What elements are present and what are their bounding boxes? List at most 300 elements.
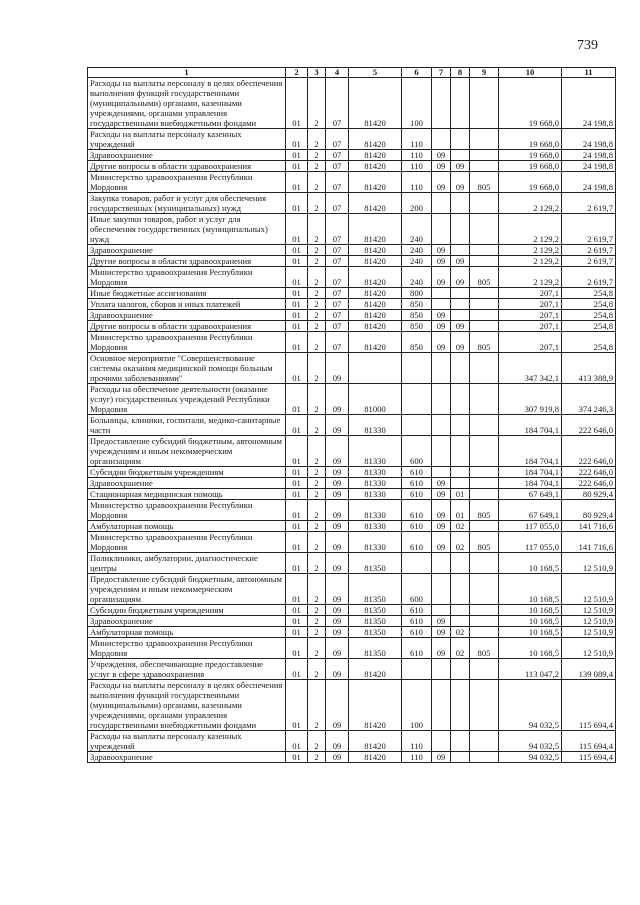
table-row <box>88 245 616 256</box>
code-cell <box>470 299 499 310</box>
amount-2018-cell: 2 619,7 <box>562 214 616 245</box>
code-cell: 09 <box>432 172 451 193</box>
row-name-cell: Расходы на выплаты персоналу казенных учреждений <box>88 129 286 150</box>
code-cell: 610 <box>402 467 432 478</box>
code-cell <box>470 161 499 172</box>
amount-2018-cell: 24 198,8 <box>562 161 616 172</box>
row-name-cell: Амбулаторная помощь <box>88 521 286 532</box>
row-name-cell: Министерство здравоохранения Республики Мордовия <box>88 638 286 659</box>
code-cell: 09 <box>451 332 470 353</box>
code-cell: 07 <box>326 161 349 172</box>
table-row <box>88 384 616 415</box>
table-row <box>88 627 616 638</box>
code-cell: 805 <box>470 500 499 521</box>
code-cell: 01 <box>286 321 308 332</box>
amount-2017-cell: 19 668,0 <box>499 78 562 129</box>
code-cell <box>470 478 499 489</box>
table-row <box>88 436 616 467</box>
code-cell <box>451 245 470 256</box>
code-cell <box>432 78 451 129</box>
code-cell: 81420 <box>349 267 402 288</box>
code-cell: 610 <box>402 478 432 489</box>
amount-2018-cell: 374 246,3 <box>562 384 616 415</box>
table-row <box>88 415 616 436</box>
table-row <box>88 161 616 172</box>
table-row <box>88 353 616 384</box>
code-cell: 09 <box>326 627 349 638</box>
amount-2017-cell: 347 342,1 <box>499 353 562 384</box>
row-name-cell: Предоставление субсидий бюджетным, автономным учреждениям и иным некоммерческим организациям <box>88 574 286 605</box>
code-cell: 850 <box>402 332 432 353</box>
code-cell: 09 <box>326 500 349 521</box>
table-row <box>88 532 616 553</box>
amount-2018-cell: 24 198,8 <box>562 172 616 193</box>
code-cell: 81420 <box>349 193 402 214</box>
code-cell: 01 <box>286 467 308 478</box>
code-cell: 81330 <box>349 532 402 553</box>
code-cell <box>451 436 470 467</box>
amount-2018-cell: 24 198,8 <box>562 150 616 161</box>
code-cell <box>470 321 499 332</box>
code-cell: 09 <box>432 478 451 489</box>
code-cell <box>432 193 451 214</box>
code-cell <box>432 467 451 478</box>
code-cell: 2 <box>308 256 326 267</box>
row-name-cell: Иные закупки товаров, работ и услуг для обеспечения государственных (муниципальных) нужд <box>88 214 286 245</box>
code-cell: 01 <box>286 605 308 616</box>
code-cell: 81420 <box>349 321 402 332</box>
code-cell <box>451 310 470 321</box>
amount-2018-cell: 115 694,4 <box>562 752 616 763</box>
code-cell: 110 <box>402 129 432 150</box>
code-cell <box>402 659 432 680</box>
table-row <box>88 680 616 731</box>
code-cell: 09 <box>451 321 470 332</box>
amount-2017-cell: 10 168,5 <box>499 627 562 638</box>
code-cell: 610 <box>402 627 432 638</box>
code-cell: 600 <box>402 436 432 467</box>
code-cell: 09 <box>432 267 451 288</box>
code-cell: 01 <box>286 288 308 299</box>
code-cell: 2 <box>308 553 326 574</box>
code-cell: 81420 <box>349 659 402 680</box>
amount-2017-cell: 19 668,0 <box>499 161 562 172</box>
code-cell: 81350 <box>349 574 402 605</box>
code-cell: 07 <box>326 321 349 332</box>
code-cell: 2 <box>308 214 326 245</box>
amount-2018-cell: 413 388,9 <box>562 353 616 384</box>
code-cell: 09 <box>432 310 451 321</box>
row-name-cell: Министерство здравоохранения Республики Мордовия <box>88 172 286 193</box>
code-cell: 81420 <box>349 310 402 321</box>
code-cell: 01 <box>286 731 308 752</box>
code-cell: 110 <box>402 752 432 763</box>
code-cell: 2 <box>308 384 326 415</box>
code-cell: 01 <box>286 752 308 763</box>
amount-2017-cell: 207,1 <box>499 332 562 353</box>
code-cell: 01 <box>286 489 308 500</box>
code-cell: 2 <box>308 489 326 500</box>
code-cell <box>470 310 499 321</box>
code-cell: 2 <box>308 731 326 752</box>
table-header-row <box>88 68 616 78</box>
code-cell: 01 <box>286 256 308 267</box>
code-cell: 2 <box>308 245 326 256</box>
code-cell: 2 <box>308 332 326 353</box>
table-row <box>88 478 616 489</box>
amount-2017-cell: 2 129,2 <box>499 267 562 288</box>
code-cell: 81350 <box>349 616 402 627</box>
code-cell <box>432 288 451 299</box>
code-cell: 09 <box>432 256 451 267</box>
amount-2017-cell: 19 668,0 <box>499 150 562 161</box>
code-cell: 07 <box>326 267 349 288</box>
code-cell <box>432 731 451 752</box>
amount-2017-cell: 2 129,2 <box>499 256 562 267</box>
code-cell: 81330 <box>349 415 402 436</box>
amount-2018-cell: 2 619,7 <box>562 245 616 256</box>
code-cell <box>470 616 499 627</box>
code-cell: 01 <box>286 214 308 245</box>
code-cell: 07 <box>326 288 349 299</box>
code-cell: 81420 <box>349 288 402 299</box>
code-cell: 09 <box>326 436 349 467</box>
code-cell: 01 <box>286 659 308 680</box>
code-cell <box>451 574 470 605</box>
code-cell: 09 <box>451 267 470 288</box>
code-cell: 240 <box>402 214 432 245</box>
code-cell: 07 <box>326 214 349 245</box>
code-cell: 805 <box>470 332 499 353</box>
code-cell: 81000 <box>349 384 402 415</box>
code-cell <box>451 129 470 150</box>
amount-2017-cell: 184 704,1 <box>499 415 562 436</box>
code-cell: 800 <box>402 288 432 299</box>
amount-2017-cell: 307 919,8 <box>499 384 562 415</box>
code-cell: 81420 <box>349 332 402 353</box>
code-cell: 01 <box>286 267 308 288</box>
column-header: 6 <box>402 68 432 78</box>
code-cell: 07 <box>326 332 349 353</box>
code-cell: 600 <box>402 574 432 605</box>
code-cell: 200 <box>402 193 432 214</box>
code-cell: 81330 <box>349 500 402 521</box>
code-cell <box>451 553 470 574</box>
code-cell: 07 <box>326 172 349 193</box>
amount-2018-cell: 2 619,7 <box>562 193 616 214</box>
code-cell <box>451 752 470 763</box>
code-cell <box>402 553 432 574</box>
code-cell: 100 <box>402 680 432 731</box>
code-cell <box>470 436 499 467</box>
code-cell: 07 <box>326 310 349 321</box>
code-cell <box>432 129 451 150</box>
code-cell: 02 <box>451 638 470 659</box>
code-cell <box>451 415 470 436</box>
amount-2018-cell: 24 198,8 <box>562 129 616 150</box>
column-header: 4 <box>326 68 349 78</box>
column-header: 9 <box>470 68 499 78</box>
amount-2017-cell: 117 055,0 <box>499 521 562 532</box>
code-cell: 09 <box>326 752 349 763</box>
row-name-cell: Расходы на выплаты персоналу в целях обеспечения выполнения функций государственными (муниципальными) органами, казенными учреждениями, органами управления государственными внебюджетными фондами <box>88 78 286 129</box>
code-cell: 09 <box>326 616 349 627</box>
code-cell: 01 <box>286 574 308 605</box>
code-cell: 2 <box>308 415 326 436</box>
code-cell: 01 <box>286 193 308 214</box>
code-cell: 07 <box>326 150 349 161</box>
code-cell: 01 <box>286 616 308 627</box>
code-cell <box>451 299 470 310</box>
code-cell <box>470 752 499 763</box>
code-cell: 01 <box>286 310 308 321</box>
amount-2017-cell: 184 704,1 <box>499 436 562 467</box>
code-cell <box>451 193 470 214</box>
amount-2017-cell: 19 668,0 <box>499 129 562 150</box>
code-cell: 09 <box>432 627 451 638</box>
code-cell: 09 <box>326 553 349 574</box>
code-cell: 110 <box>402 161 432 172</box>
code-cell: 09 <box>326 574 349 605</box>
row-name-cell: Поликлиники, амбулатории, диагностические центры <box>88 553 286 574</box>
row-name-cell: Здравоохранение <box>88 616 286 627</box>
code-cell <box>470 731 499 752</box>
amount-2018-cell: 12 510,9 <box>562 638 616 659</box>
code-cell: 81330 <box>349 521 402 532</box>
code-cell: 2 <box>308 659 326 680</box>
code-cell: 09 <box>326 731 349 752</box>
code-cell <box>451 150 470 161</box>
row-name-cell: Субсидии бюджетным учреждениям <box>88 467 286 478</box>
code-cell: 09 <box>451 172 470 193</box>
amount-2018-cell: 24 198,8 <box>562 78 616 129</box>
amount-2018-cell: 254,8 <box>562 321 616 332</box>
code-cell: 09 <box>432 150 451 161</box>
code-cell: 2 <box>308 150 326 161</box>
code-cell: 07 <box>326 256 349 267</box>
code-cell <box>470 288 499 299</box>
code-cell: 850 <box>402 299 432 310</box>
row-name-cell: Другие вопросы в области здравоохранения <box>88 321 286 332</box>
row-name-cell: Министерство здравоохранения Республики Мордовия <box>88 532 286 553</box>
code-cell: 81350 <box>349 553 402 574</box>
code-cell <box>451 384 470 415</box>
code-cell: 2 <box>308 478 326 489</box>
code-cell: 07 <box>326 245 349 256</box>
code-cell: 81420 <box>349 161 402 172</box>
code-cell: 2 <box>308 310 326 321</box>
code-cell: 81330 <box>349 478 402 489</box>
amount-2018-cell: 115 694,4 <box>562 680 616 731</box>
code-cell: 805 <box>470 532 499 553</box>
code-cell: 110 <box>402 172 432 193</box>
amount-2017-cell: 67 649,1 <box>499 489 562 500</box>
code-cell: 2 <box>308 500 326 521</box>
code-cell <box>470 553 499 574</box>
code-cell: 07 <box>326 129 349 150</box>
code-cell <box>432 553 451 574</box>
table-row <box>88 129 616 150</box>
code-cell <box>470 129 499 150</box>
code-cell: 110 <box>402 150 432 161</box>
row-name-cell: Другие вопросы в области здравоохранения <box>88 161 286 172</box>
code-cell: 2 <box>308 574 326 605</box>
table-row <box>88 288 616 299</box>
code-cell: 2 <box>308 299 326 310</box>
amount-2018-cell: 12 510,9 <box>562 605 616 616</box>
code-cell: 01 <box>451 489 470 500</box>
amount-2017-cell: 184 704,1 <box>499 467 562 478</box>
row-name-cell: Предоставление субсидий бюджетным, автономным учреждениям и иным некоммерческим организациям <box>88 436 286 467</box>
amount-2017-cell: 94 032,5 <box>499 680 562 731</box>
code-cell: 610 <box>402 532 432 553</box>
amount-2018-cell: 12 510,9 <box>562 616 616 627</box>
code-cell: 09 <box>451 256 470 267</box>
code-cell <box>451 731 470 752</box>
amount-2018-cell: 254,8 <box>562 299 616 310</box>
amount-2018-cell: 222 646,0 <box>562 436 616 467</box>
code-cell: 01 <box>286 332 308 353</box>
row-name-cell: Расходы на выплаты персоналу в целях обеспечения выполнения функций государственными (муниципальными) органами, казенными учреждениями, органами управления государственными внебюджетными фондами <box>88 680 286 731</box>
code-cell <box>470 384 499 415</box>
code-cell <box>451 680 470 731</box>
code-cell: 09 <box>451 161 470 172</box>
code-cell: 2 <box>308 172 326 193</box>
code-cell <box>470 574 499 605</box>
code-cell: 610 <box>402 489 432 500</box>
amount-2017-cell: 184 704,1 <box>499 478 562 489</box>
table-row <box>88 267 616 288</box>
code-cell: 2 <box>308 193 326 214</box>
amount-2018-cell: 12 510,9 <box>562 627 616 638</box>
amount-2018-cell: 254,8 <box>562 332 616 353</box>
code-cell <box>432 574 451 605</box>
amount-2017-cell: 2 129,2 <box>499 193 562 214</box>
amount-2017-cell: 10 168,5 <box>499 616 562 627</box>
code-cell <box>451 616 470 627</box>
amount-2018-cell: 222 646,0 <box>562 478 616 489</box>
code-cell <box>402 384 432 415</box>
column-header: 1 <box>88 68 286 78</box>
amount-2018-cell: 141 716,6 <box>562 521 616 532</box>
code-cell: 2 <box>308 521 326 532</box>
table-row <box>88 78 616 129</box>
code-cell <box>402 415 432 436</box>
code-cell: 01 <box>286 384 308 415</box>
code-cell: 240 <box>402 245 432 256</box>
code-cell <box>451 659 470 680</box>
code-cell <box>470 627 499 638</box>
code-cell <box>432 384 451 415</box>
row-name-cell: Учреждения, обеспечивающие предоставление услуг в сфере здравоохранения <box>88 659 286 680</box>
code-cell: 01 <box>286 299 308 310</box>
amount-2018-cell: 12 510,9 <box>562 574 616 605</box>
table-row <box>88 659 616 680</box>
table-row <box>88 332 616 353</box>
code-cell: 81420 <box>349 299 402 310</box>
code-cell: 805 <box>470 638 499 659</box>
table-row <box>88 521 616 532</box>
code-cell: 81420 <box>349 256 402 267</box>
page-number: 739 <box>577 38 598 53</box>
table-row <box>88 605 616 616</box>
code-cell: 100 <box>402 78 432 129</box>
code-cell <box>470 214 499 245</box>
code-cell: 02 <box>451 532 470 553</box>
column-header: 2 <box>286 68 308 78</box>
code-cell: 09 <box>326 532 349 553</box>
code-cell <box>470 680 499 731</box>
amount-2017-cell: 113 047,2 <box>499 659 562 680</box>
code-cell: 2 <box>308 616 326 627</box>
amount-2018-cell: 254,8 <box>562 288 616 299</box>
code-cell: 81420 <box>349 150 402 161</box>
code-cell: 81350 <box>349 605 402 616</box>
row-name-cell: Здравоохранение <box>88 310 286 321</box>
amount-2017-cell: 67 649,1 <box>499 500 562 521</box>
code-cell: 610 <box>402 500 432 521</box>
code-cell: 09 <box>432 500 451 521</box>
code-cell: 01 <box>286 129 308 150</box>
row-name-cell: Стационарная медицинская помощь <box>88 489 286 500</box>
table-row <box>88 310 616 321</box>
code-cell <box>470 521 499 532</box>
code-cell: 09 <box>326 384 349 415</box>
code-cell: 610 <box>402 605 432 616</box>
code-cell <box>470 256 499 267</box>
code-cell <box>470 245 499 256</box>
amount-2017-cell: 10 168,5 <box>499 638 562 659</box>
column-header: 5 <box>349 68 402 78</box>
code-cell: 01 <box>286 521 308 532</box>
code-cell <box>432 680 451 731</box>
row-name-cell: Министерство здравоохранения Республики Мордовия <box>88 267 286 288</box>
code-cell: 2 <box>308 638 326 659</box>
code-cell <box>432 353 451 384</box>
row-name-cell: Расходы на выплаты персоналу казенных учреждений <box>88 731 286 752</box>
table-row <box>88 500 616 521</box>
code-cell: 09 <box>326 605 349 616</box>
amount-2017-cell: 207,1 <box>499 321 562 332</box>
code-cell: 610 <box>402 521 432 532</box>
column-header: 3 <box>308 68 326 78</box>
amount-2018-cell: 254,8 <box>562 310 616 321</box>
row-name-cell: Расходы на обеспечение деятельности (оказание услуг) государственных учреждений Республики Мордовия <box>88 384 286 415</box>
code-cell: 81350 <box>349 627 402 638</box>
code-cell: 2 <box>308 161 326 172</box>
table-row <box>88 321 616 332</box>
table-row <box>88 574 616 605</box>
code-cell: 81330 <box>349 467 402 478</box>
code-cell <box>451 288 470 299</box>
row-name-cell: Здравоохранение <box>88 150 286 161</box>
code-cell: 2 <box>308 288 326 299</box>
code-cell: 09 <box>432 321 451 332</box>
code-cell: 2 <box>308 129 326 150</box>
column-header: 10 <box>499 68 562 78</box>
table-row <box>88 489 616 500</box>
amount-2018-cell: 80 929,4 <box>562 489 616 500</box>
code-cell: 2 <box>308 467 326 478</box>
row-name-cell: Министерство здравоохранения Республики Мордовия <box>88 332 286 353</box>
code-cell: 09 <box>432 161 451 172</box>
code-cell: 2 <box>308 605 326 616</box>
code-cell: 09 <box>432 245 451 256</box>
amount-2018-cell: 141 716,6 <box>562 532 616 553</box>
code-cell: 81420 <box>349 245 402 256</box>
row-name-cell: Иные бюджетные ассигнования <box>88 288 286 299</box>
amount-2018-cell: 2 619,7 <box>562 256 616 267</box>
